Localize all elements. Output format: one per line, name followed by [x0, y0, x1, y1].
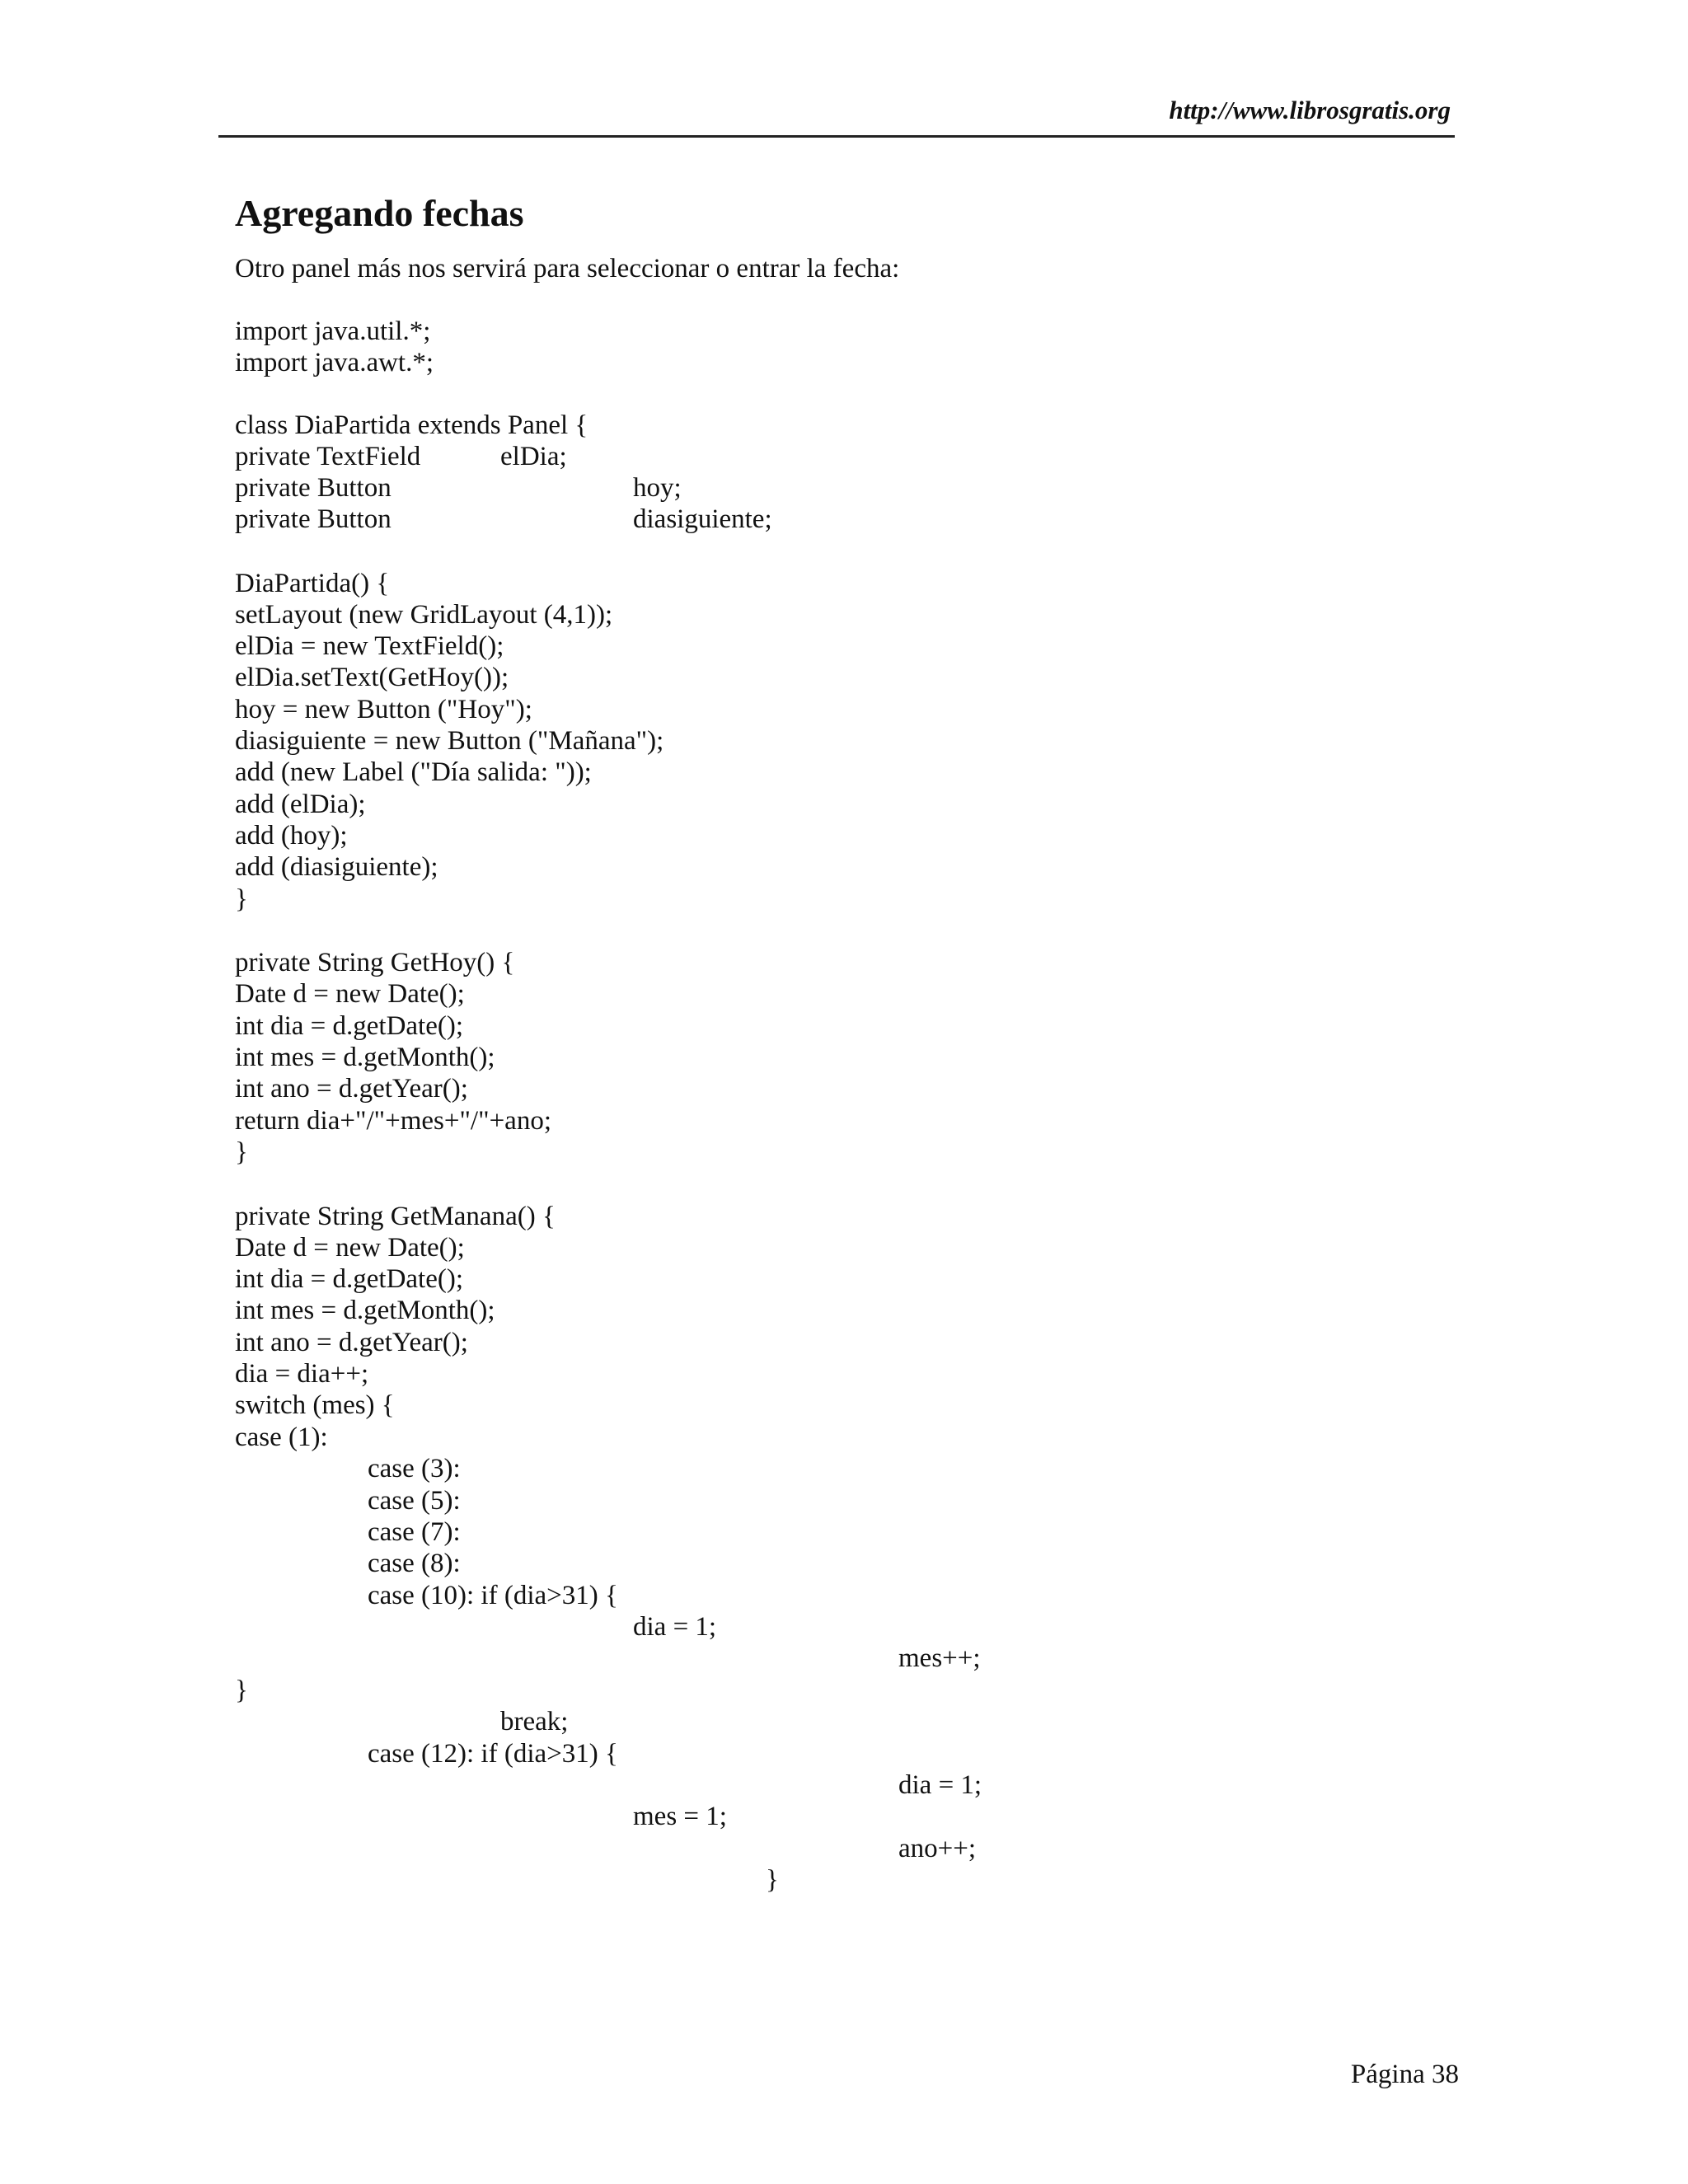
code-line: }: [235, 1675, 248, 1705]
header-divider: [218, 135, 1455, 138]
code-line: setLayout (new GridLayout (4,1));: [235, 600, 613, 630]
code-line: int ano = d.getYear();: [235, 1328, 468, 1357]
code-line: diasiguiente;: [633, 504, 772, 534]
code-line: switch (mes) {: [235, 1390, 395, 1420]
code-line: dia = 1;: [633, 1612, 717, 1642]
code-line: elDia.setText(GetHoy());: [235, 663, 509, 692]
code-line: case (3):: [368, 1454, 461, 1483]
code-line: int ano = d.getYear();: [235, 1074, 468, 1104]
code-line: private String GetManana() {: [235, 1202, 556, 1231]
code-line: dia = dia++;: [235, 1359, 369, 1389]
intro-paragraph: Otro panel más nos servirá para seleccionar o entrar la fecha:: [235, 254, 900, 284]
code-line: case (8):: [368, 1549, 461, 1578]
code-line: case (10): if (dia>31) {: [368, 1581, 618, 1610]
code-line: break;: [500, 1707, 569, 1736]
header-url: http://www.librosgratis.org: [1169, 96, 1451, 124]
code-line: case (12): if (dia>31) {: [368, 1739, 618, 1769]
code-line: add (elDia);: [235, 790, 366, 819]
code-line: add (new Label ("Día salida: "));: [235, 757, 592, 787]
code-line: mes = 1;: [633, 1802, 727, 1831]
code-line: private Button: [235, 473, 392, 503]
code-line: }: [766, 1865, 779, 1895]
code-line: diasiguiente = new Button ("Mañana");: [235, 726, 664, 756]
code-line: case (7):: [368, 1517, 461, 1547]
code-line: import java.awt.*;: [235, 348, 434, 377]
code-line: int mes = d.getMonth();: [235, 1043, 495, 1072]
code-line: Date d = new Date();: [235, 979, 465, 1009]
code-line: }: [235, 884, 248, 914]
code-line: Date d = new Date();: [235, 1233, 465, 1263]
page-number: Página 38: [1350, 2060, 1459, 2089]
section-title: Agregando fechas: [235, 192, 524, 234]
code-line: mes++;: [898, 1643, 981, 1673]
code-line: private Button: [235, 504, 392, 534]
code-line: int mes = d.getMonth();: [235, 1296, 495, 1325]
code-line: import java.util.*;: [235, 316, 431, 346]
code-line: case (5):: [368, 1486, 461, 1516]
code-line: class DiaPartida extends Panel {: [235, 410, 588, 440]
code-line: add (hoy);: [235, 821, 348, 851]
code-line: dia = 1;: [898, 1770, 982, 1800]
code-line: hoy = new Button ("Hoy");: [235, 695, 532, 724]
code-line: int dia = d.getDate();: [235, 1011, 464, 1041]
code-line: private TextField: [235, 442, 421, 471]
code-line: case (1):: [235, 1422, 328, 1452]
code-line: ano++;: [898, 1834, 977, 1863]
code-line: DiaPartida() {: [235, 569, 390, 598]
code-line: }: [235, 1137, 248, 1167]
code-line: int dia = d.getDate();: [235, 1264, 464, 1294]
code-line: private String GetHoy() {: [235, 948, 515, 977]
code-line: hoy;: [633, 473, 682, 503]
code-line: elDia;: [500, 442, 567, 471]
code-line: elDia = new TextField();: [235, 631, 504, 661]
code-line: return dia+"/"+mes+"/"+ano;: [235, 1106, 551, 1136]
code-line: add (diasiguiente);: [235, 852, 438, 882]
